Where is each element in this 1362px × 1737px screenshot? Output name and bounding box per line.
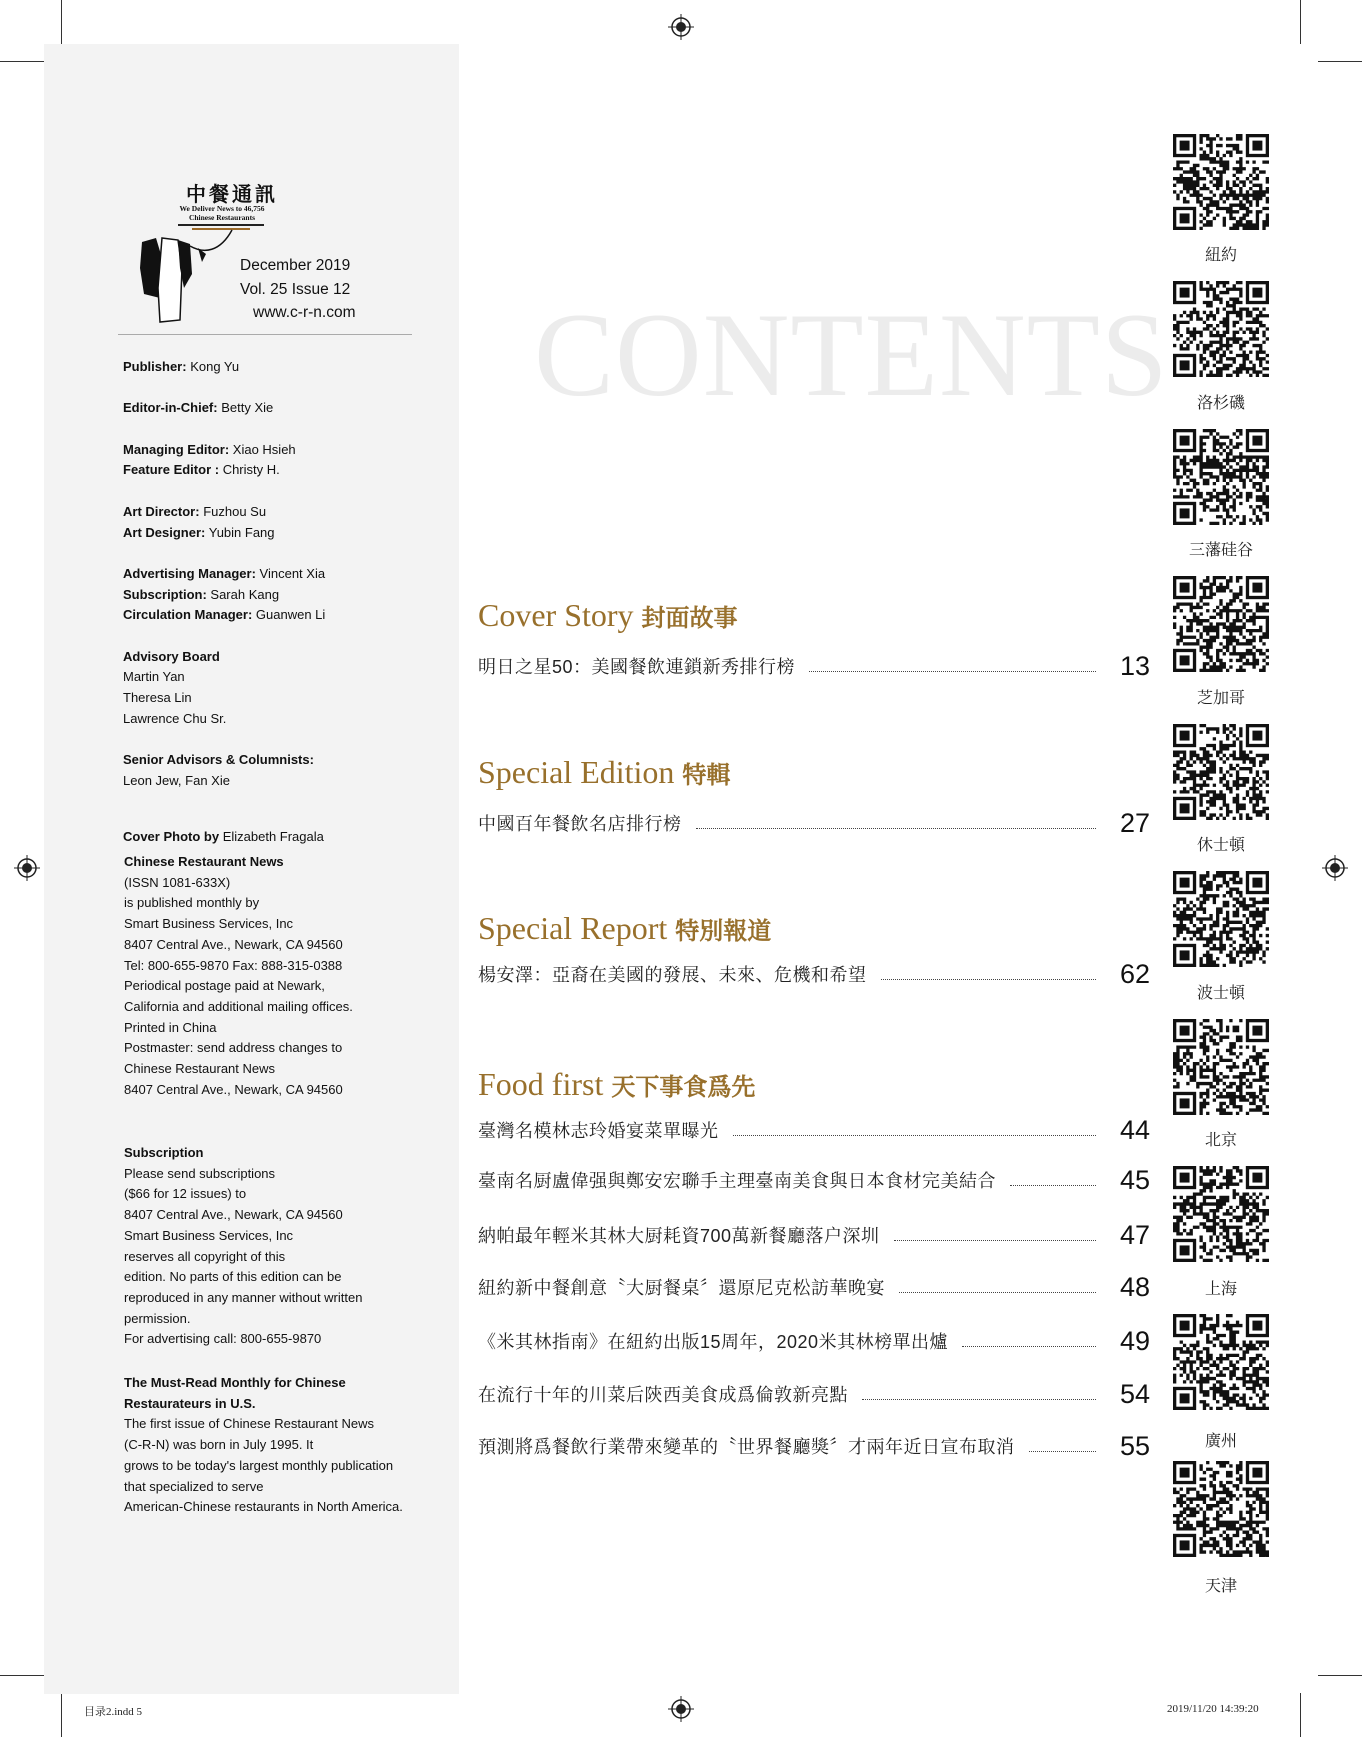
crop-mark bbox=[1318, 61, 1362, 62]
publisher-title: Chinese Restaurant News bbox=[124, 854, 284, 869]
credit-row: Feature Editor : Christy H. bbox=[123, 462, 280, 478]
qr-city-label: 天津 bbox=[1204, 1578, 1237, 1595]
registration-mark-icon bbox=[668, 1696, 694, 1722]
toc-entry[interactable]: 臺南名厨盧偉强與鄭安宏聯手主理臺南美食與日本食材完美結合 45 bbox=[478, 1164, 1150, 1195]
registration-mark-icon bbox=[1322, 855, 1348, 881]
qr-code-icon[interactable] bbox=[1173, 724, 1269, 820]
toc-entry[interactable]: 明日之星50：美國餐飲連鎖新秀排行榜 13 bbox=[478, 650, 1150, 681]
footer-file-slug: 目录2.indd 5 bbox=[84, 1706, 143, 1718]
credit-row: Senior Advisors & Columnists: bbox=[123, 752, 314, 768]
qr-code-icon[interactable] bbox=[1173, 1314, 1269, 1410]
credit-row: Subscription: Sarah Kang bbox=[123, 586, 280, 602]
credit-row: Circulation Manager: Guanwen Li bbox=[123, 607, 326, 623]
section-title: Cover Story 封面故事 bbox=[478, 597, 738, 633]
credit-row: Advisory Board bbox=[123, 648, 220, 664]
logo-tagline: We Deliver News to 46,756 Chinese Restaurants bbox=[179, 204, 265, 222]
toc-entry[interactable]: 預測將爲餐飲行業帶來變革的〝世界餐廳獎〞才兩年近日宣布取消 55 bbox=[478, 1430, 1150, 1461]
footer-timestamp: 2019/11/20 14:39:20 bbox=[1167, 1703, 1259, 1715]
qr-city-label: 三藩硅谷 bbox=[1188, 542, 1253, 559]
qr-city-label: 波士頓 bbox=[1196, 985, 1245, 1002]
waiter-logo-icon bbox=[134, 228, 254, 330]
volume-issue: Vol. 25 Issue 12 bbox=[240, 281, 351, 298]
toc-entry[interactable]: 紐約新中餐創意〝大厨餐桌〞還原尼克松訪華晚宴 48 bbox=[478, 1271, 1150, 1302]
qr-city-label: 北京 bbox=[1204, 1132, 1237, 1149]
credit-row: Leon Jew, Fan Xie bbox=[123, 772, 230, 788]
credit-row: Art Designer: Yubin Fang bbox=[123, 524, 275, 540]
section-title: Food first 天下事食爲先 bbox=[478, 1066, 756, 1102]
masthead-divider bbox=[118, 334, 412, 335]
crop-mark bbox=[61, 0, 62, 44]
qr-code-icon[interactable] bbox=[1173, 134, 1269, 230]
credit-row: Cover Photo by Elizabeth Fragala bbox=[123, 828, 324, 844]
credit-row: Advertising Manager: Vincent Xia bbox=[123, 565, 326, 581]
credit-row: Lawrence Chu Sr. bbox=[123, 710, 227, 726]
toc-entry[interactable]: 《米其林指南》在紐約出版15周年，2020米其林榜單出爐 49 bbox=[478, 1325, 1150, 1356]
qr-city-label: 紐約 bbox=[1204, 247, 1237, 264]
qr-city-label: 上海 bbox=[1204, 1281, 1237, 1298]
subscription-info: Subscription Please send subscriptions ($66 for 12 issues) to 8407 Central Ave., Newark, CA 94560 Smart Business Services, Inc reserves all copyright of this edition. No parts of this edition can be reproduced in any manner without written permission. For advertising call: 800-655-9870 bbox=[124, 1143, 454, 1350]
toc-entry[interactable]: 中國百年餐飲名店排行榜 27 bbox=[478, 807, 1150, 838]
credit-row: Art Director: Fuzhou Su bbox=[123, 503, 267, 519]
qr-city-label: 芝加哥 bbox=[1196, 690, 1245, 707]
issue-date: December 2019 bbox=[240, 257, 351, 274]
toc-entry[interactable]: 楊安澤：亞裔在美國的發展、未來、危機和希望 62 bbox=[478, 958, 1150, 989]
subscription-title: Subscription bbox=[124, 1145, 204, 1160]
publisher-info: Chinese Restaurant News (ISSN 1081-633X) is published monthly by Smart Business Services, Inc 8407 Central Ave., Newark, CA 94560 Tel: 800-655-9870 Fax: 888-315-0388 Periodical postage paid at Newark, California and additional mailing offices. Printed in China Postmaster: send address changes to Chinese Restaurant News 8407 Central Ave., Newark, CA 94560 bbox=[124, 852, 454, 1100]
logo-title: 中餐通訊 bbox=[186, 182, 278, 206]
qr-city-label: 洛杉磯 bbox=[1196, 395, 1245, 412]
crop-mark bbox=[0, 1675, 44, 1676]
tray-line bbox=[178, 224, 264, 226]
section-title: Special Report 特別報道 bbox=[478, 910, 772, 946]
qr-code-icon[interactable] bbox=[1173, 429, 1269, 525]
crop-mark bbox=[1300, 1693, 1301, 1737]
crop-mark bbox=[61, 1693, 62, 1737]
qr-code-icon[interactable] bbox=[1173, 1166, 1269, 1262]
about-info: The Must-Read Monthly for Chinese Restaurateurs in U.S. The first issue of Chinese Restaurant News (C-R-N) was born in July 1995. It grows to be today's largest monthly publication that specialized to serve American-Chinese restaurants in North America. bbox=[124, 1375, 403, 1515]
crop-mark bbox=[0, 61, 44, 62]
qr-code-icon[interactable] bbox=[1173, 576, 1269, 672]
credit-row: Publisher: Kong Yu bbox=[123, 359, 240, 374]
crop-mark bbox=[1318, 1675, 1362, 1676]
credit-row: Managing Editor: Xiao Hsieh bbox=[123, 441, 296, 457]
toc-entry[interactable]: 臺灣名模林志玲婚宴菜單曝光 44 bbox=[478, 1114, 1150, 1145]
credit-row: Editor-in-Chief: Betty Xie bbox=[123, 400, 274, 416]
registration-mark-icon bbox=[14, 855, 40, 881]
registration-mark-icon bbox=[668, 14, 694, 40]
qr-code-icon[interactable] bbox=[1173, 1461, 1269, 1557]
credit-row: Martin Yan bbox=[123, 669, 185, 685]
toc-entry[interactable]: 納帕最年輕米其林大厨耗資700萬新餐廳落户深圳 47 bbox=[478, 1219, 1150, 1250]
qr-code-icon[interactable] bbox=[1173, 281, 1269, 377]
toc-entry[interactable]: 在流行十年的川菜后陝西美食成爲倫敦新亮點 54 bbox=[478, 1378, 1150, 1409]
website-link[interactable]: www.c-r-n.com bbox=[253, 304, 356, 321]
qr-city-label: 廣州 bbox=[1204, 1433, 1237, 1450]
qr-code-icon[interactable] bbox=[1173, 871, 1269, 967]
staff-credits bbox=[123, 357, 453, 847]
section-title: Special Edition 特輯 bbox=[478, 754, 731, 790]
credit-row: Theresa Lin bbox=[123, 690, 192, 706]
qr-city-label: 休士頓 bbox=[1196, 837, 1245, 854]
qr-code-icon[interactable] bbox=[1173, 1019, 1269, 1115]
contents-watermark: CONTENTS bbox=[534, 288, 1169, 421]
crop-mark bbox=[1300, 0, 1301, 44]
